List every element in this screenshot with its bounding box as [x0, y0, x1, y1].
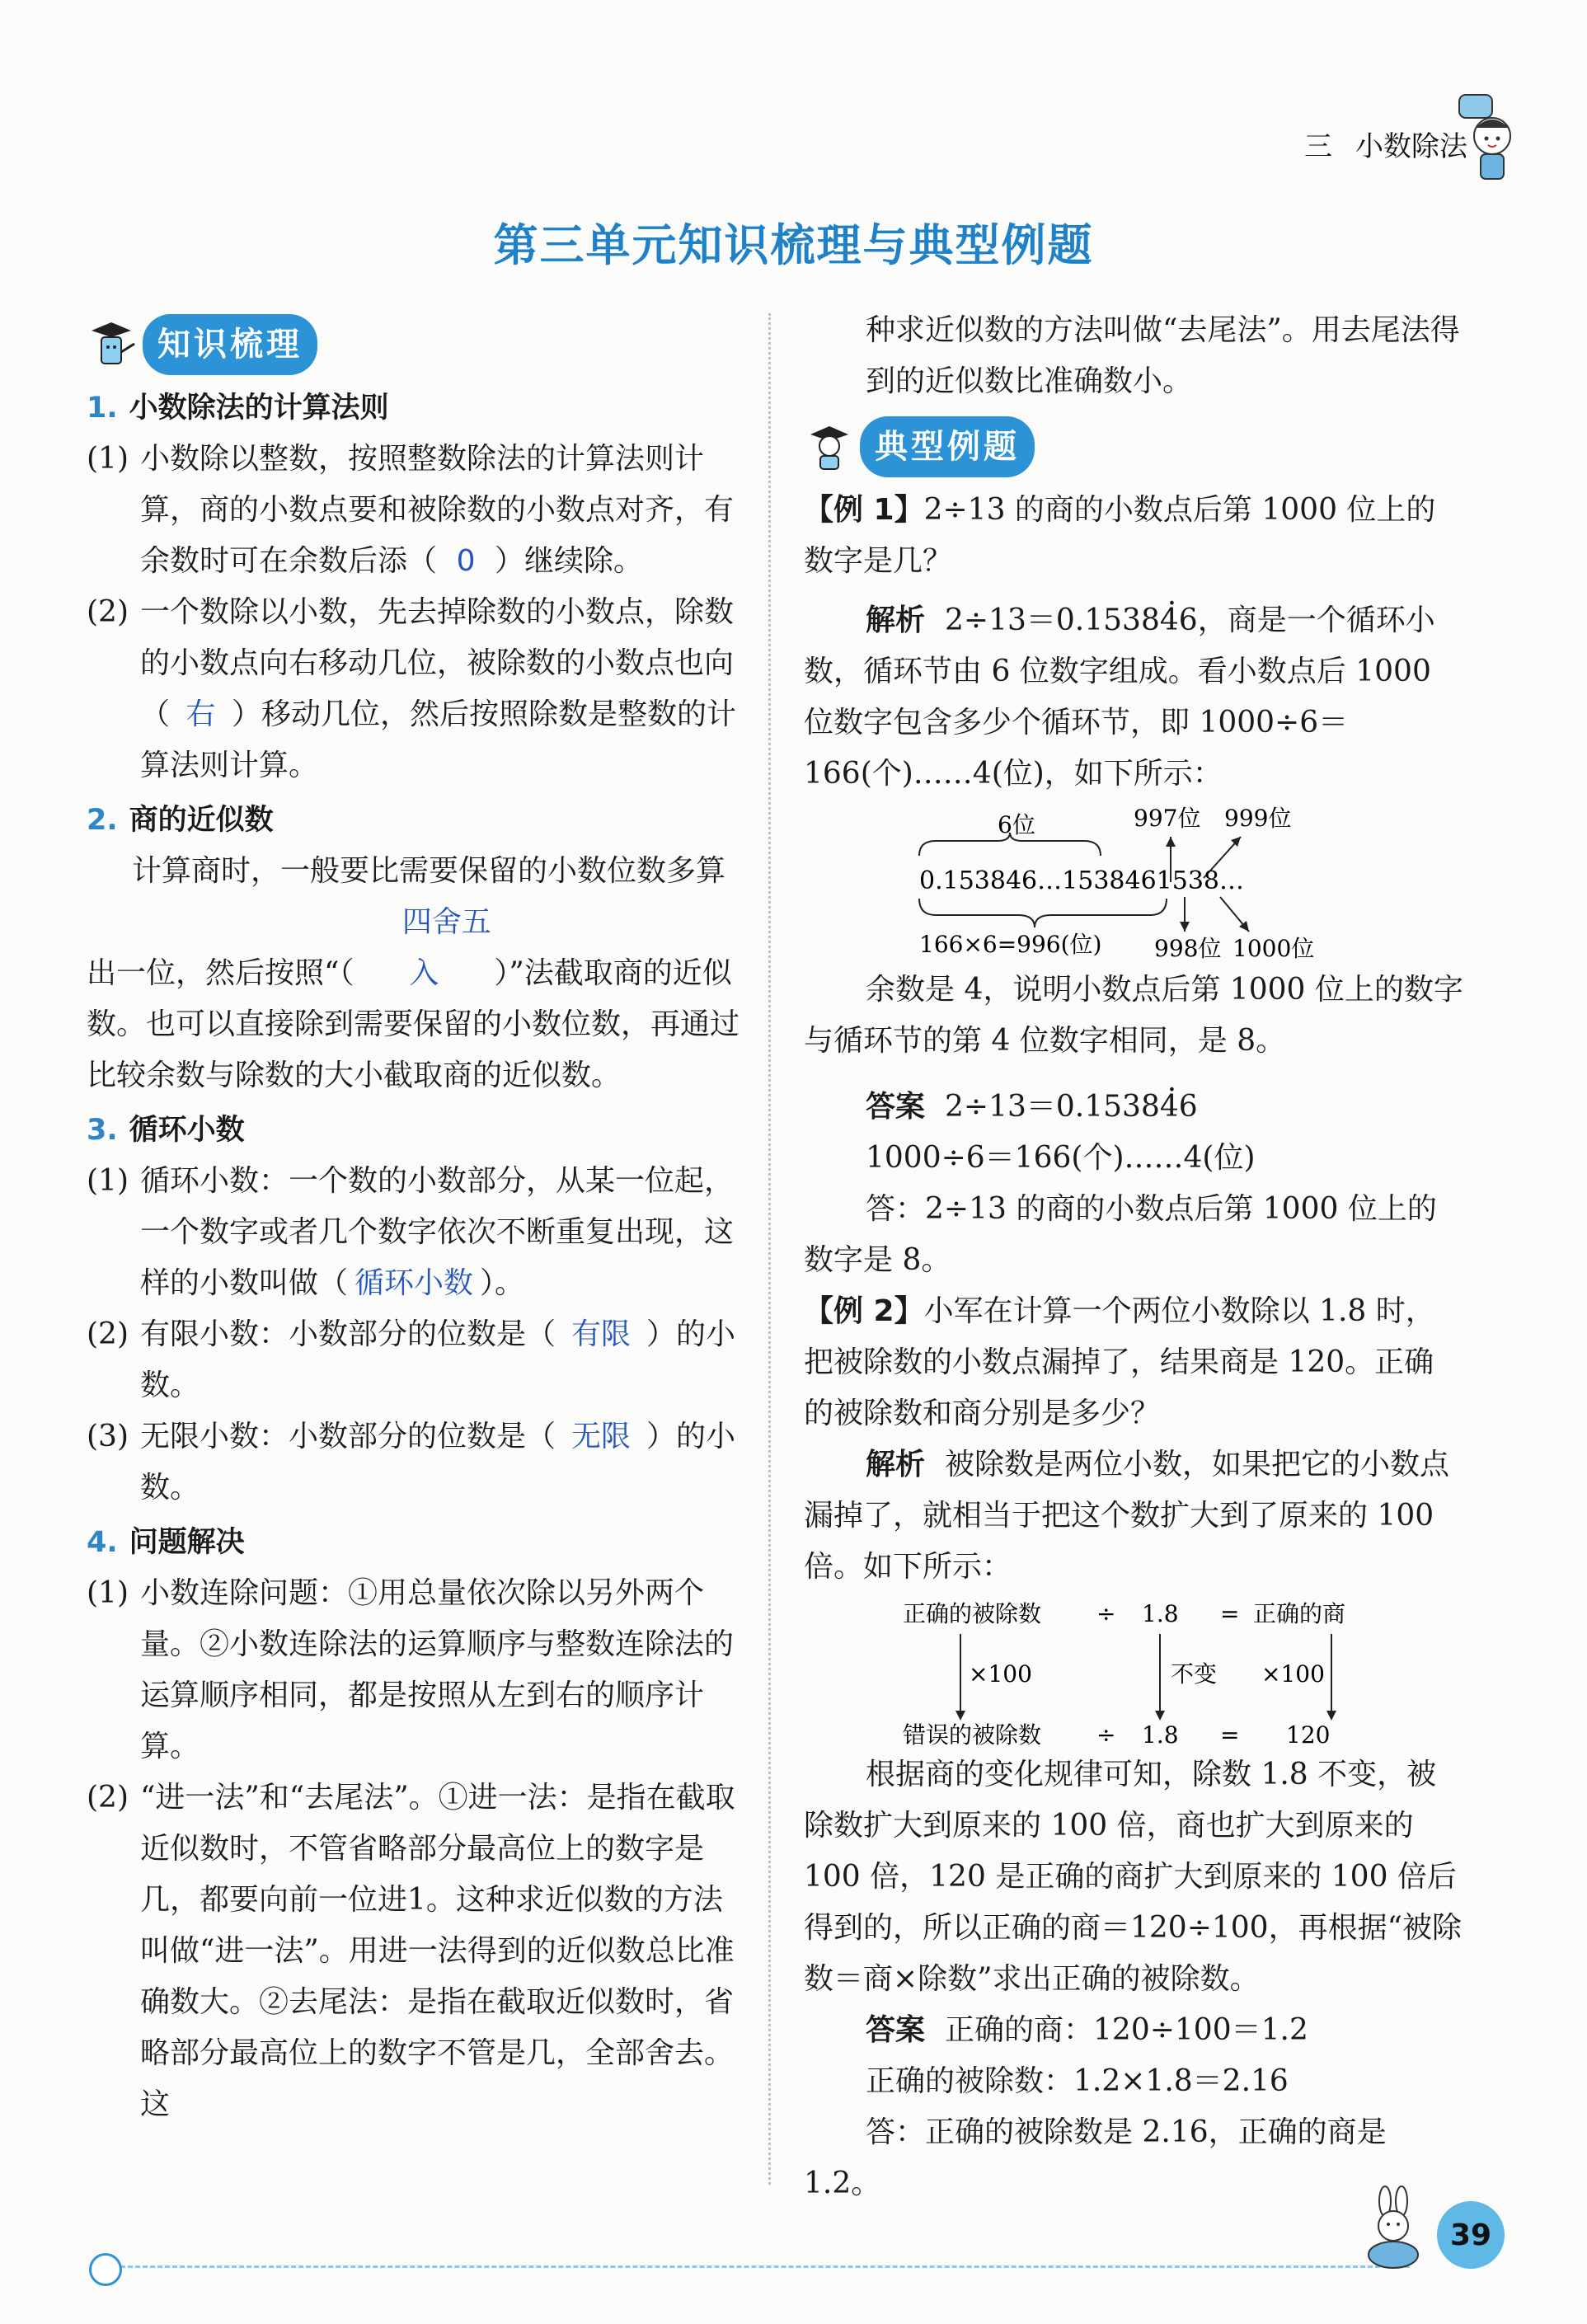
section-heading-3: 3. 循环小数	[87, 1114, 245, 1147]
analysis-paragraph: 根据商的变化规律可知，除数 1.8 不变，被除数扩大到原来的 100 倍，商也扩大到原来的 100 倍，120 是正确的商扩大到原来的 100 倍后得到的，所以正确的商＝120÷100，再根据“被除数＝商×除数”求出正确的被除数。	[804, 1758, 1462, 1996]
knowledge-summary-badge: 知识梳理	[143, 314, 317, 375]
diagram-label: 1.8	[1142, 1721, 1179, 1749]
footer-dashed-line	[91, 2265, 1410, 2268]
student-character-icon	[804, 421, 855, 472]
example-2-question: 【例 2】小军在计算一个两位小数除以 1.8 时，把被除数的小数点漏掉了，结果商是 120。正确的被除数和商分别是多少？	[804, 1294, 1435, 1430]
typical-examples-badge: 典型例题	[860, 416, 1035, 477]
answer-fill: 有限	[571, 1317, 632, 1351]
diagram-label: 120	[1286, 1721, 1331, 1749]
unit-number: 三	[1304, 130, 1332, 163]
pencil-character-icon	[87, 319, 138, 370]
division-change-diagram	[804, 1593, 1463, 1749]
example-2-answer: 答案 正确的商：120÷100＝1.2	[866, 2013, 1308, 2047]
footer-arrow-icon	[89, 2253, 122, 2286]
list-item: (2) “进一法”和“去尾法”。①进一法：是指在截取近似数时，不管省略部分最高位上的数字是几，都要向前一位进1。这种求近似数的方法叫做“进一法”。用进一法得到的近似数总比准确数大。②去尾法：是指在截取近似数时，省略部分最高位上的数字不管是几，全部舍去。这	[87, 1781, 735, 2121]
answer-line: 1000÷6＝166(个)……4(位)	[866, 1141, 1256, 1175]
page-title: 第三单元知识梳理与典型例题	[493, 219, 1094, 271]
answer-fill: 0	[456, 544, 476, 578]
example-1-analysis: 解析 2÷13＝0.· 153846，商是一个循环小数，循环节由 6 位数字组成。看小数点后 1000 位数字包含多少个循环节，即 1000÷6＝166(个)……4(位)，如下所示：	[804, 595, 1463, 800]
repeating-decimal-diagram	[804, 800, 1463, 965]
diagram-label: 998位	[1154, 935, 1222, 962]
diagram-label: ÷	[1096, 1600, 1116, 1627]
running-header	[1304, 124, 1467, 164]
rabbit-mascot-icon	[1356, 2185, 1434, 2275]
column-divider	[768, 313, 771, 2185]
list-item: (2) 有限小数：小数部分的位数是（ 有限 ）的小数。	[87, 1309, 746, 1411]
diagram-label: 166×6=996(位)	[919, 931, 1102, 958]
repeating-digits: · 153846	[1084, 603, 1197, 637]
list-item: (3) 无限小数：小数部分的位数是（ 无限 ）的小数。	[87, 1411, 746, 1514]
answer-fill: 无限	[571, 1420, 632, 1453]
answer-fill: 循环小数	[354, 1266, 474, 1300]
answer-fill: 右	[185, 697, 216, 731]
knowledge-badge-row	[87, 312, 746, 378]
diagram-label: ×100	[969, 1660, 1032, 1688]
diagram-label: 正确的被除数	[903, 1600, 1042, 1627]
left-column	[87, 305, 746, 2130]
right-column	[804, 305, 1463, 2209]
diagram-label: =	[1220, 1600, 1240, 1627]
diagram-label: 正确的商	[1253, 1600, 1346, 1627]
examples-badge-row	[804, 414, 1463, 480]
diagram-label: 1000位	[1233, 935, 1315, 962]
diagram-label: 错误的被除数	[903, 1721, 1042, 1749]
example-2-analysis: 解析 被除数是两位小数，如果把它的小数点漏掉了，就相当于把这个数扩大到了原来的 100 倍。如下所示：	[804, 1448, 1450, 1584]
paragraph: 计算商时，一般要比需要保留的小数位数多算出一位，然后按照“（四舍五入 ）”法截取商的近似数。也可以直接除到需要保留的小数位数，再通过比较余数与除数的大小截取商的近似数。	[87, 854, 740, 1092]
example-1-answer: 答案 2÷13＝0.· 153846	[804, 1082, 1463, 1133]
answer-line: 答：正确的被除数是 2.16，正确的商是 1.2。	[804, 2115, 1387, 2200]
diagram-label: 999位	[1224, 805, 1292, 832]
diagram-decimal: 0.153846…1538461538…	[919, 866, 1245, 895]
diagram-label: ÷	[1096, 1721, 1116, 1749]
answer-fill: 四舍五入	[401, 905, 491, 990]
list-item: (1) 小数连除问题：①用总量依次除以另外两个量。②小数连除法的运算顺序与整数连除法的运算顺序相同，都是按照从左到右的顺序计算。	[87, 1576, 735, 1763]
continued-paragraph: 种求近似数的方法叫做“去尾法”。用去尾法得到的近似数比准确数小。	[866, 313, 1460, 398]
section-heading-1: 1. 小数除法的计算法则	[87, 392, 389, 425]
page-number: 39	[1437, 2201, 1505, 2269]
diagram-label: 1.8	[1142, 1600, 1179, 1627]
diagram-label: 6位	[998, 811, 1035, 838]
section-heading-2: 2. 商的近似数	[87, 804, 274, 837]
answer-line: 答：2÷13 的商的小数点后第 1000 位上的数字是 8。	[804, 1192, 1437, 1277]
diagram-label: =	[1220, 1721, 1240, 1749]
unit-name: 小数除法	[1355, 130, 1467, 163]
diagram-label: ×100	[1261, 1660, 1325, 1688]
analysis-paragraph: 余数是 4，说明小数点后第 1000 位上的数字与循环节的第 4 位数字相同，是 8。	[804, 973, 1463, 1058]
list-item: (1) 循环小数：一个数的小数部分，从某一位起，一个数字或者几个数字依次不断重复出现，这样的小数叫做（ 循环小数 ）。	[87, 1156, 746, 1309]
example-1-question: 【例 1】2÷13 的商的小数点后第 1000 位上的数字是几？	[804, 493, 1436, 578]
girl-mascot-icon	[1451, 91, 1525, 190]
section-heading-4: 4. 问题解决	[87, 1526, 245, 1559]
repeating-digits: · 153846	[1084, 1090, 1197, 1124]
answer-line: 正确的被除数：1.2×1.8＝2.16	[866, 2064, 1289, 2098]
diagram-label: 997位	[1134, 805, 1201, 832]
diagram-label: 不变	[1171, 1660, 1218, 1688]
list-item: (1) 小数除以整数，按照整数除法的计算法则计算，商的小数点要和被除数的小数点对齐，有余数时可在余数后添（ 0 ）继续除。	[87, 434, 746, 587]
list-item: (2) 一个数除以小数，先去掉除数的小数点，除数的小数点向右移动几位，被除数的小数点也向（ 右 ）移动几位，然后按照除数是整数的计算法则计算。	[87, 595, 737, 782]
